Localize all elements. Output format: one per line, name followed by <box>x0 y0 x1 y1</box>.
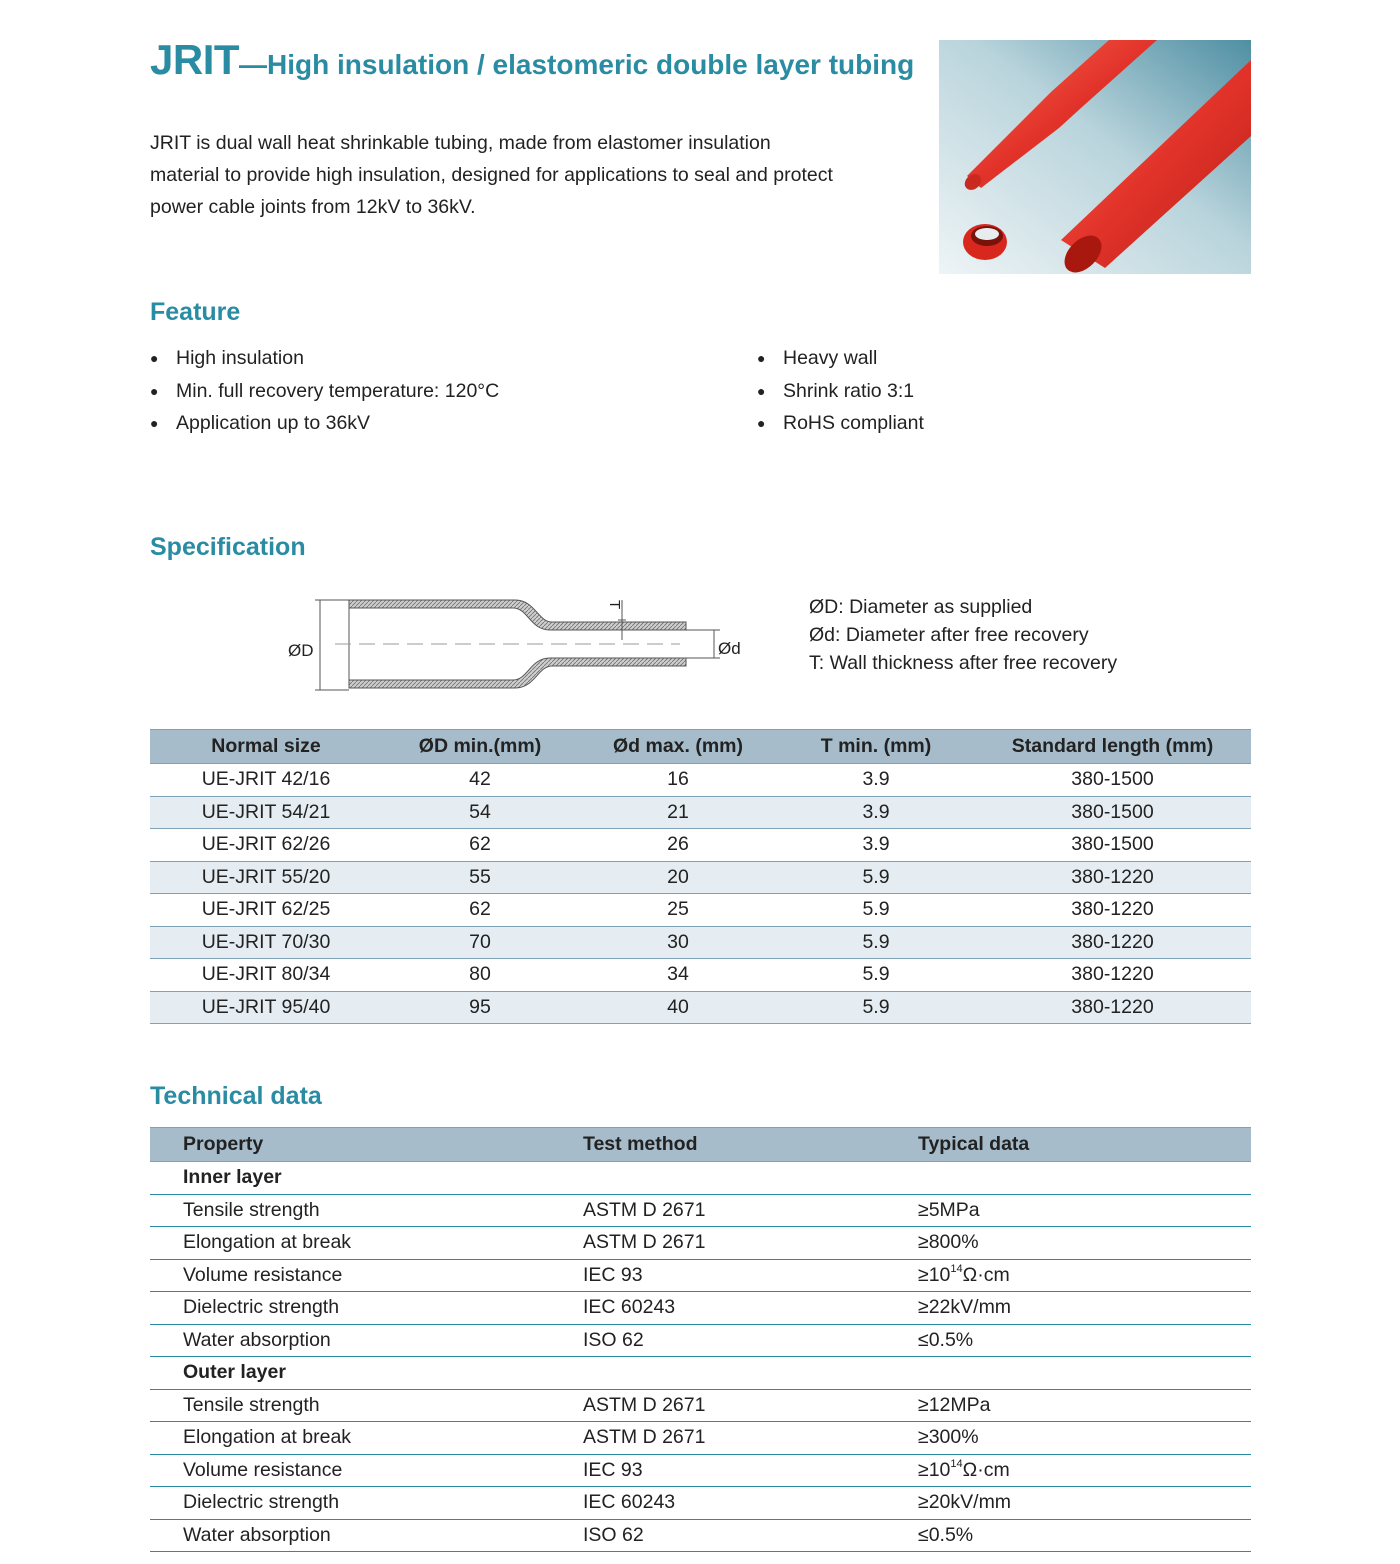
value-base: ≥10 <box>918 1458 951 1481</box>
table-cell: 25 <box>578 894 778 927</box>
table-cell: 54 <box>382 796 578 829</box>
feature-list-right <box>757 342 924 440</box>
table-cell: 5.9 <box>778 926 974 959</box>
table-cell: ASTM D 2671 <box>550 1389 885 1422</box>
table-row <box>150 1227 1251 1260</box>
typical-data-cell: ≥12MPa <box>885 1389 1251 1422</box>
table-row <box>150 764 1251 797</box>
value-base: ≥10 <box>918 1263 951 1286</box>
column-header: Typical data <box>885 1128 1251 1162</box>
table-cell: ASTM D 2671 <box>550 1227 885 1260</box>
table-row <box>150 1519 1251 1552</box>
table-cell: UE-JRIT 62/26 <box>150 829 382 862</box>
table-row <box>150 861 1251 894</box>
table-cell: ASTM D 2671 <box>550 1194 885 1227</box>
table-cell: 380-1500 <box>974 796 1251 829</box>
specification-heading: Specification <box>150 533 306 561</box>
table-cell: 40 <box>578 991 778 1024</box>
typical-data-cell: ≤0.5% <box>885 1519 1251 1552</box>
table-row <box>150 1324 1251 1357</box>
intro-paragraph: JRIT is dual wall heat shrinkable tubing, made from elastomer insulation material to provide high insulation, designed for applications to seal and protect power cable joints from 12kV to 36kV. <box>150 132 833 218</box>
group-row <box>150 1357 1251 1390</box>
table-cell: Volume resistance <box>150 1454 550 1487</box>
value-exponent: 14 <box>950 1262 963 1275</box>
table-row <box>150 894 1251 927</box>
list-item: ● Heavy wall <box>757 342 924 375</box>
list-item: ● High insulation <box>150 342 499 375</box>
table-cell: 95 <box>382 991 578 1024</box>
table-row <box>150 1389 1251 1422</box>
table-header-row <box>150 730 1251 764</box>
table-cell: 380-1500 <box>974 764 1251 797</box>
legend-D: ØD: Diameter as supplied <box>809 596 1033 618</box>
typical-data-cell <box>885 1454 1251 1487</box>
table-cell: Elongation at break <box>150 1227 550 1260</box>
table-row <box>150 991 1251 1024</box>
list-item: ● Shrink ratio 3:1 <box>757 375 924 408</box>
tubing-dimension-diagram <box>280 590 760 705</box>
table-cell: UE-JRIT 42/16 <box>150 764 382 797</box>
table-cell: UE-JRIT 55/20 <box>150 861 382 894</box>
group-label: Outer layer <box>150 1357 1251 1390</box>
diameter-D-label: ØD <box>288 641 314 660</box>
table-cell: IEC 93 <box>550 1259 885 1292</box>
table-cell: Water absorption <box>150 1519 550 1552</box>
table-cell: 34 <box>578 959 778 992</box>
typical-data-cell: ≥20kV/mm <box>885 1487 1251 1520</box>
table-cell: 62 <box>382 894 578 927</box>
table-cell: 380-1220 <box>974 991 1251 1024</box>
column-header: Standard length (mm) <box>974 730 1251 764</box>
table-cell: 70 <box>382 926 578 959</box>
group-row <box>150 1162 1251 1195</box>
table-row <box>150 959 1251 992</box>
table-cell: IEC 60243 <box>550 1292 885 1325</box>
table-cell: 3.9 <box>778 764 974 797</box>
column-header: Property <box>150 1128 550 1162</box>
table-cell: 80 <box>382 959 578 992</box>
value-unit: Ω·cm <box>962 1458 1010 1481</box>
table-cell: 5.9 <box>778 861 974 894</box>
technical-data-table <box>150 1127 1251 1552</box>
typical-data-cell: ≥300% <box>885 1422 1251 1455</box>
table-cell: UE-JRIT 95/40 <box>150 991 382 1024</box>
typical-data-cell <box>885 1259 1251 1292</box>
table-cell: ISO 62 <box>550 1324 885 1357</box>
legend-T: T: Wall thickness after free recovery <box>809 652 1118 674</box>
table-cell: IEC 60243 <box>550 1487 885 1520</box>
table-cell: 16 <box>578 764 778 797</box>
table-row <box>150 796 1251 829</box>
table-cell: 62 <box>382 829 578 862</box>
thickness-T-label: T <box>606 600 623 610</box>
table-cell: Volume resistance <box>150 1259 550 1292</box>
column-header: Normal size <box>150 730 382 764</box>
page-title <box>150 36 914 84</box>
table-cell: 26 <box>578 829 778 862</box>
column-header: T min. (mm) <box>778 730 974 764</box>
table-cell: 3.9 <box>778 796 974 829</box>
typical-data-cell: ≥22kV/mm <box>885 1292 1251 1325</box>
typical-data-cell: ≥5MPa <box>885 1194 1251 1227</box>
column-header: ØD min.(mm) <box>382 730 578 764</box>
table-cell: 380-1220 <box>974 894 1251 927</box>
table-row <box>150 1259 1251 1292</box>
typical-data-cell: ≤0.5% <box>885 1324 1251 1357</box>
product-code: JRIT <box>150 36 240 83</box>
diagram-legend <box>809 596 1117 680</box>
table-cell: UE-JRIT 62/25 <box>150 894 382 927</box>
typical-data-cell: ≥800% <box>885 1227 1251 1260</box>
table-cell: UE-JRIT 54/21 <box>150 796 382 829</box>
product-subtitle: —High insulation / elastomeric double layer tubing <box>239 49 915 80</box>
table-cell: ISO 62 <box>550 1519 885 1552</box>
table-cell: 30 <box>578 926 778 959</box>
table-cell: Dielectric strength <box>150 1292 550 1325</box>
table-cell: 380-1500 <box>974 829 1251 862</box>
table-cell: Elongation at break <box>150 1422 550 1455</box>
diameter-d-label: Ød <box>718 639 741 658</box>
table-cell: 3.9 <box>778 829 974 862</box>
column-header: Ød max. (mm) <box>578 730 778 764</box>
group-label: Inner layer <box>150 1162 1251 1195</box>
feature-heading: Feature <box>150 298 241 326</box>
table-row <box>150 926 1251 959</box>
value-exponent: 14 <box>950 1457 963 1470</box>
table-cell: 5.9 <box>778 959 974 992</box>
value-unit: Ω·cm <box>962 1263 1010 1286</box>
feature-list-left <box>150 342 499 440</box>
table-header-row <box>150 1128 1251 1162</box>
legend-d: Ød: Diameter after free recovery <box>809 624 1089 646</box>
table-cell: 5.9 <box>778 991 974 1024</box>
table-cell: IEC 93 <box>550 1454 885 1487</box>
table-cell: 20 <box>578 861 778 894</box>
list-item: ● Min. full recovery temperature: 120°C <box>150 375 499 408</box>
table-cell: 380-1220 <box>974 861 1251 894</box>
table-cell: 42 <box>382 764 578 797</box>
specification-table <box>150 729 1251 1024</box>
table-row <box>150 1487 1251 1520</box>
product-photo <box>939 40 1251 274</box>
table-cell: Water absorption <box>150 1324 550 1357</box>
table-row <box>150 1292 1251 1325</box>
table-row <box>150 1194 1251 1227</box>
table-cell: UE-JRIT 80/34 <box>150 959 382 992</box>
table-cell: 5.9 <box>778 894 974 927</box>
table-cell: Tensile strength <box>150 1389 550 1422</box>
table-cell: Tensile strength <box>150 1194 550 1227</box>
column-header: Test method <box>550 1128 885 1162</box>
table-cell: 380-1220 <box>974 959 1251 992</box>
table-row <box>150 1422 1251 1455</box>
table-row <box>150 1454 1251 1487</box>
table-cell: 21 <box>578 796 778 829</box>
table-cell: UE-JRIT 70/30 <box>150 926 382 959</box>
table-row <box>150 829 1251 862</box>
table-cell: 380-1220 <box>974 926 1251 959</box>
table-cell: ASTM D 2671 <box>550 1422 885 1455</box>
table-cell: Dielectric strength <box>150 1487 550 1520</box>
technical-data-heading: Technical data <box>150 1082 322 1110</box>
list-item: ● RoHS compliant <box>757 407 924 440</box>
list-item: ● Application up to 36kV <box>150 407 499 440</box>
table-cell: 55 <box>382 861 578 894</box>
